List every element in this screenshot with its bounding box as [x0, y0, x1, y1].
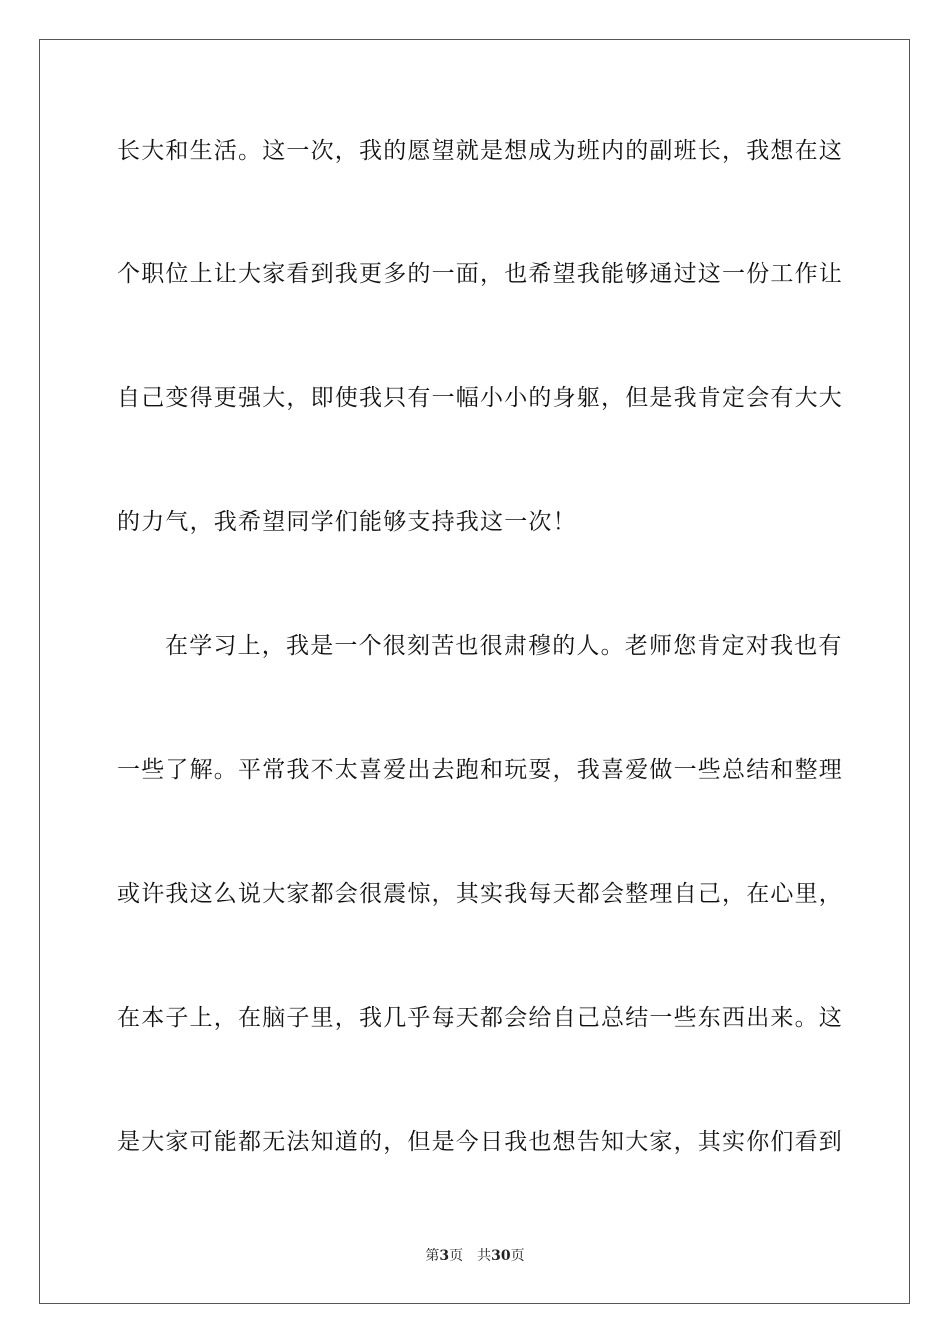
paragraph-start-line: 在学习上，我是一个很刻苦也很肃穆的人。老师您肯定对我也有 — [165, 633, 843, 659]
total-suffix: 页 — [510, 1248, 525, 1264]
page-prefix: 第 — [425, 1248, 440, 1264]
total-pages: 30 — [491, 1248, 511, 1264]
page-frame — [39, 39, 910, 1304]
text-line-2: 个职位上让大家看到我更多的一面，也希望我能够通过这一份工作让 — [117, 261, 843, 287]
text-line-7: 或许我这么说大家都会很震惊，其实我每天都会整理自己，在心里， — [117, 881, 843, 907]
total-prefix: 共 — [477, 1248, 492, 1264]
page-footer — [0, 1247, 950, 1265]
page-suffix: 页 — [449, 1248, 464, 1264]
text-line-1: 长大和生活。这一次，我的愿望就是想成为班内的副班长，我想在这 — [117, 138, 843, 164]
page-number: 3 — [439, 1248, 450, 1264]
text-line-3: 自己变得更强大，即使我只有一幅小小的身躯，但是我肯定会有大大 — [117, 385, 843, 411]
text-line-4: 的力气，我希望同学们能够支持我这一次！ — [117, 509, 577, 535]
text-line-8: 在本子上，在脑子里，我几乎每天都会给自己总结一些东西出来。这 — [117, 1005, 843, 1031]
text-line-9: 是大家可能都无法知道的，但是今日我也想告知大家，其实你们看到 — [117, 1129, 843, 1155]
text-line-6: 一些了解。平常我不太喜爱出去跑和玩耍，我喜爱做一些总结和整理 — [117, 757, 843, 783]
